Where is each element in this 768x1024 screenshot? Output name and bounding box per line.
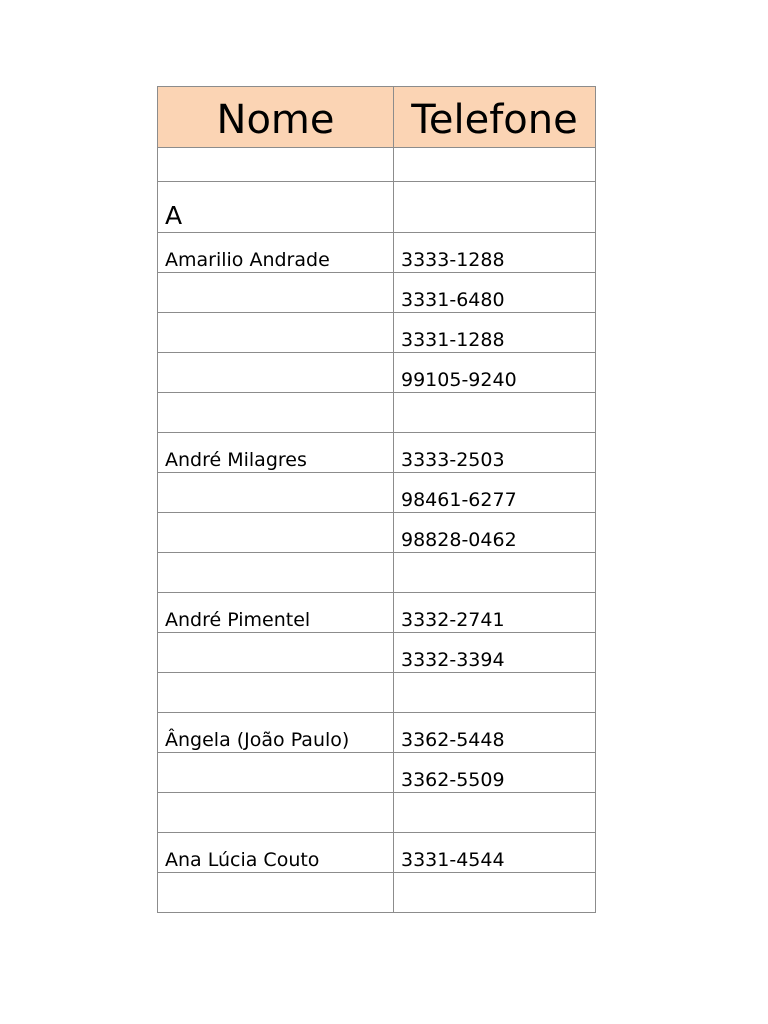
nome-cell: [158, 673, 394, 713]
telefone-text: 3333-1288: [401, 249, 505, 271]
telefone-cell: [394, 513, 596, 553]
nome-cell: [158, 753, 394, 793]
nome-cell: [158, 233, 394, 273]
telefone-cell: [394, 473, 596, 513]
section-letter-row: [158, 182, 596, 233]
telefone-text: 3331-1288: [401, 329, 505, 351]
table-row: [158, 393, 596, 433]
table-row: [158, 553, 596, 593]
telefone-text: 98828-0462: [401, 529, 517, 551]
table-row: [158, 713, 596, 753]
telefone-cell: [394, 753, 596, 793]
table-row: [158, 433, 596, 473]
table-row: [158, 233, 596, 273]
nome-cell: [158, 313, 394, 353]
header-nome: Nome: [158, 87, 394, 148]
telefone-cell: [394, 148, 596, 182]
nome-text: Ana Lúcia Couto: [165, 849, 320, 871]
telefone-cell: [394, 793, 596, 833]
telefone-cell: [394, 593, 596, 633]
table-row: [158, 513, 596, 553]
telefone-text: 98461-6277: [401, 489, 517, 511]
telefone-cell: [394, 433, 596, 473]
nome-cell: [158, 433, 394, 473]
nome-cell: [158, 473, 394, 513]
nome-text: André Milagres: [165, 449, 307, 471]
telefone-cell: [394, 182, 596, 233]
nome-cell: [158, 553, 394, 593]
telefone-cell: [394, 553, 596, 593]
telefone-cell: [394, 833, 596, 873]
telefone-cell: [394, 313, 596, 353]
table-row: [158, 273, 596, 313]
table-row: [158, 593, 596, 633]
nome-cell: [158, 633, 394, 673]
nome-cell: [158, 873, 394, 913]
nome-text: Amarilio Andrade: [165, 249, 330, 271]
contacts-table: [157, 86, 596, 913]
telefone-cell: [394, 633, 596, 673]
nome-cell: [158, 833, 394, 873]
telefone-text: 99105-9240: [401, 369, 517, 391]
nome-cell: [158, 793, 394, 833]
telefone-text: 3331-6480: [401, 289, 505, 311]
nome-cell: [158, 353, 394, 393]
table-row: [158, 793, 596, 833]
telefone-text: 3333-2503: [401, 449, 505, 471]
telefone-text: 3362-5448: [401, 729, 505, 751]
telefone-text: 3362-5509: [401, 769, 505, 791]
table-row: [158, 673, 596, 713]
telefone-text: 3332-2741: [401, 609, 505, 631]
telefone-cell: [394, 673, 596, 713]
header-row: [158, 87, 596, 148]
nome-cell: [158, 513, 394, 553]
telefone-text: 3332-3394: [401, 649, 505, 671]
telefone-text: 3331-4544: [401, 849, 505, 871]
table-row: [158, 753, 596, 793]
telefone-cell: [394, 233, 596, 273]
table-row: [158, 473, 596, 513]
header-telefone: Telefone: [394, 87, 596, 148]
telefone-cell: [394, 353, 596, 393]
table-row: [158, 353, 596, 393]
nome-text: Ângela (João Paulo): [165, 729, 350, 751]
telefone-cell: [394, 273, 596, 313]
nome-cell: [158, 273, 394, 313]
nome-cell: [158, 713, 394, 753]
telefone-cell: [394, 873, 596, 913]
section-letter: A: [158, 182, 394, 233]
nome-text: André Pimentel: [165, 609, 311, 631]
nome-cell: [158, 148, 394, 182]
telefone-cell: [394, 713, 596, 753]
table-row: [158, 313, 596, 353]
nome-cell: [158, 593, 394, 633]
contacts-sheet: [157, 86, 595, 913]
table-row: [158, 833, 596, 873]
nome-cell: [158, 393, 394, 433]
blank-row: [158, 148, 596, 182]
telefone-cell: [394, 393, 596, 433]
table-row: [158, 873, 596, 913]
table-row: [158, 633, 596, 673]
